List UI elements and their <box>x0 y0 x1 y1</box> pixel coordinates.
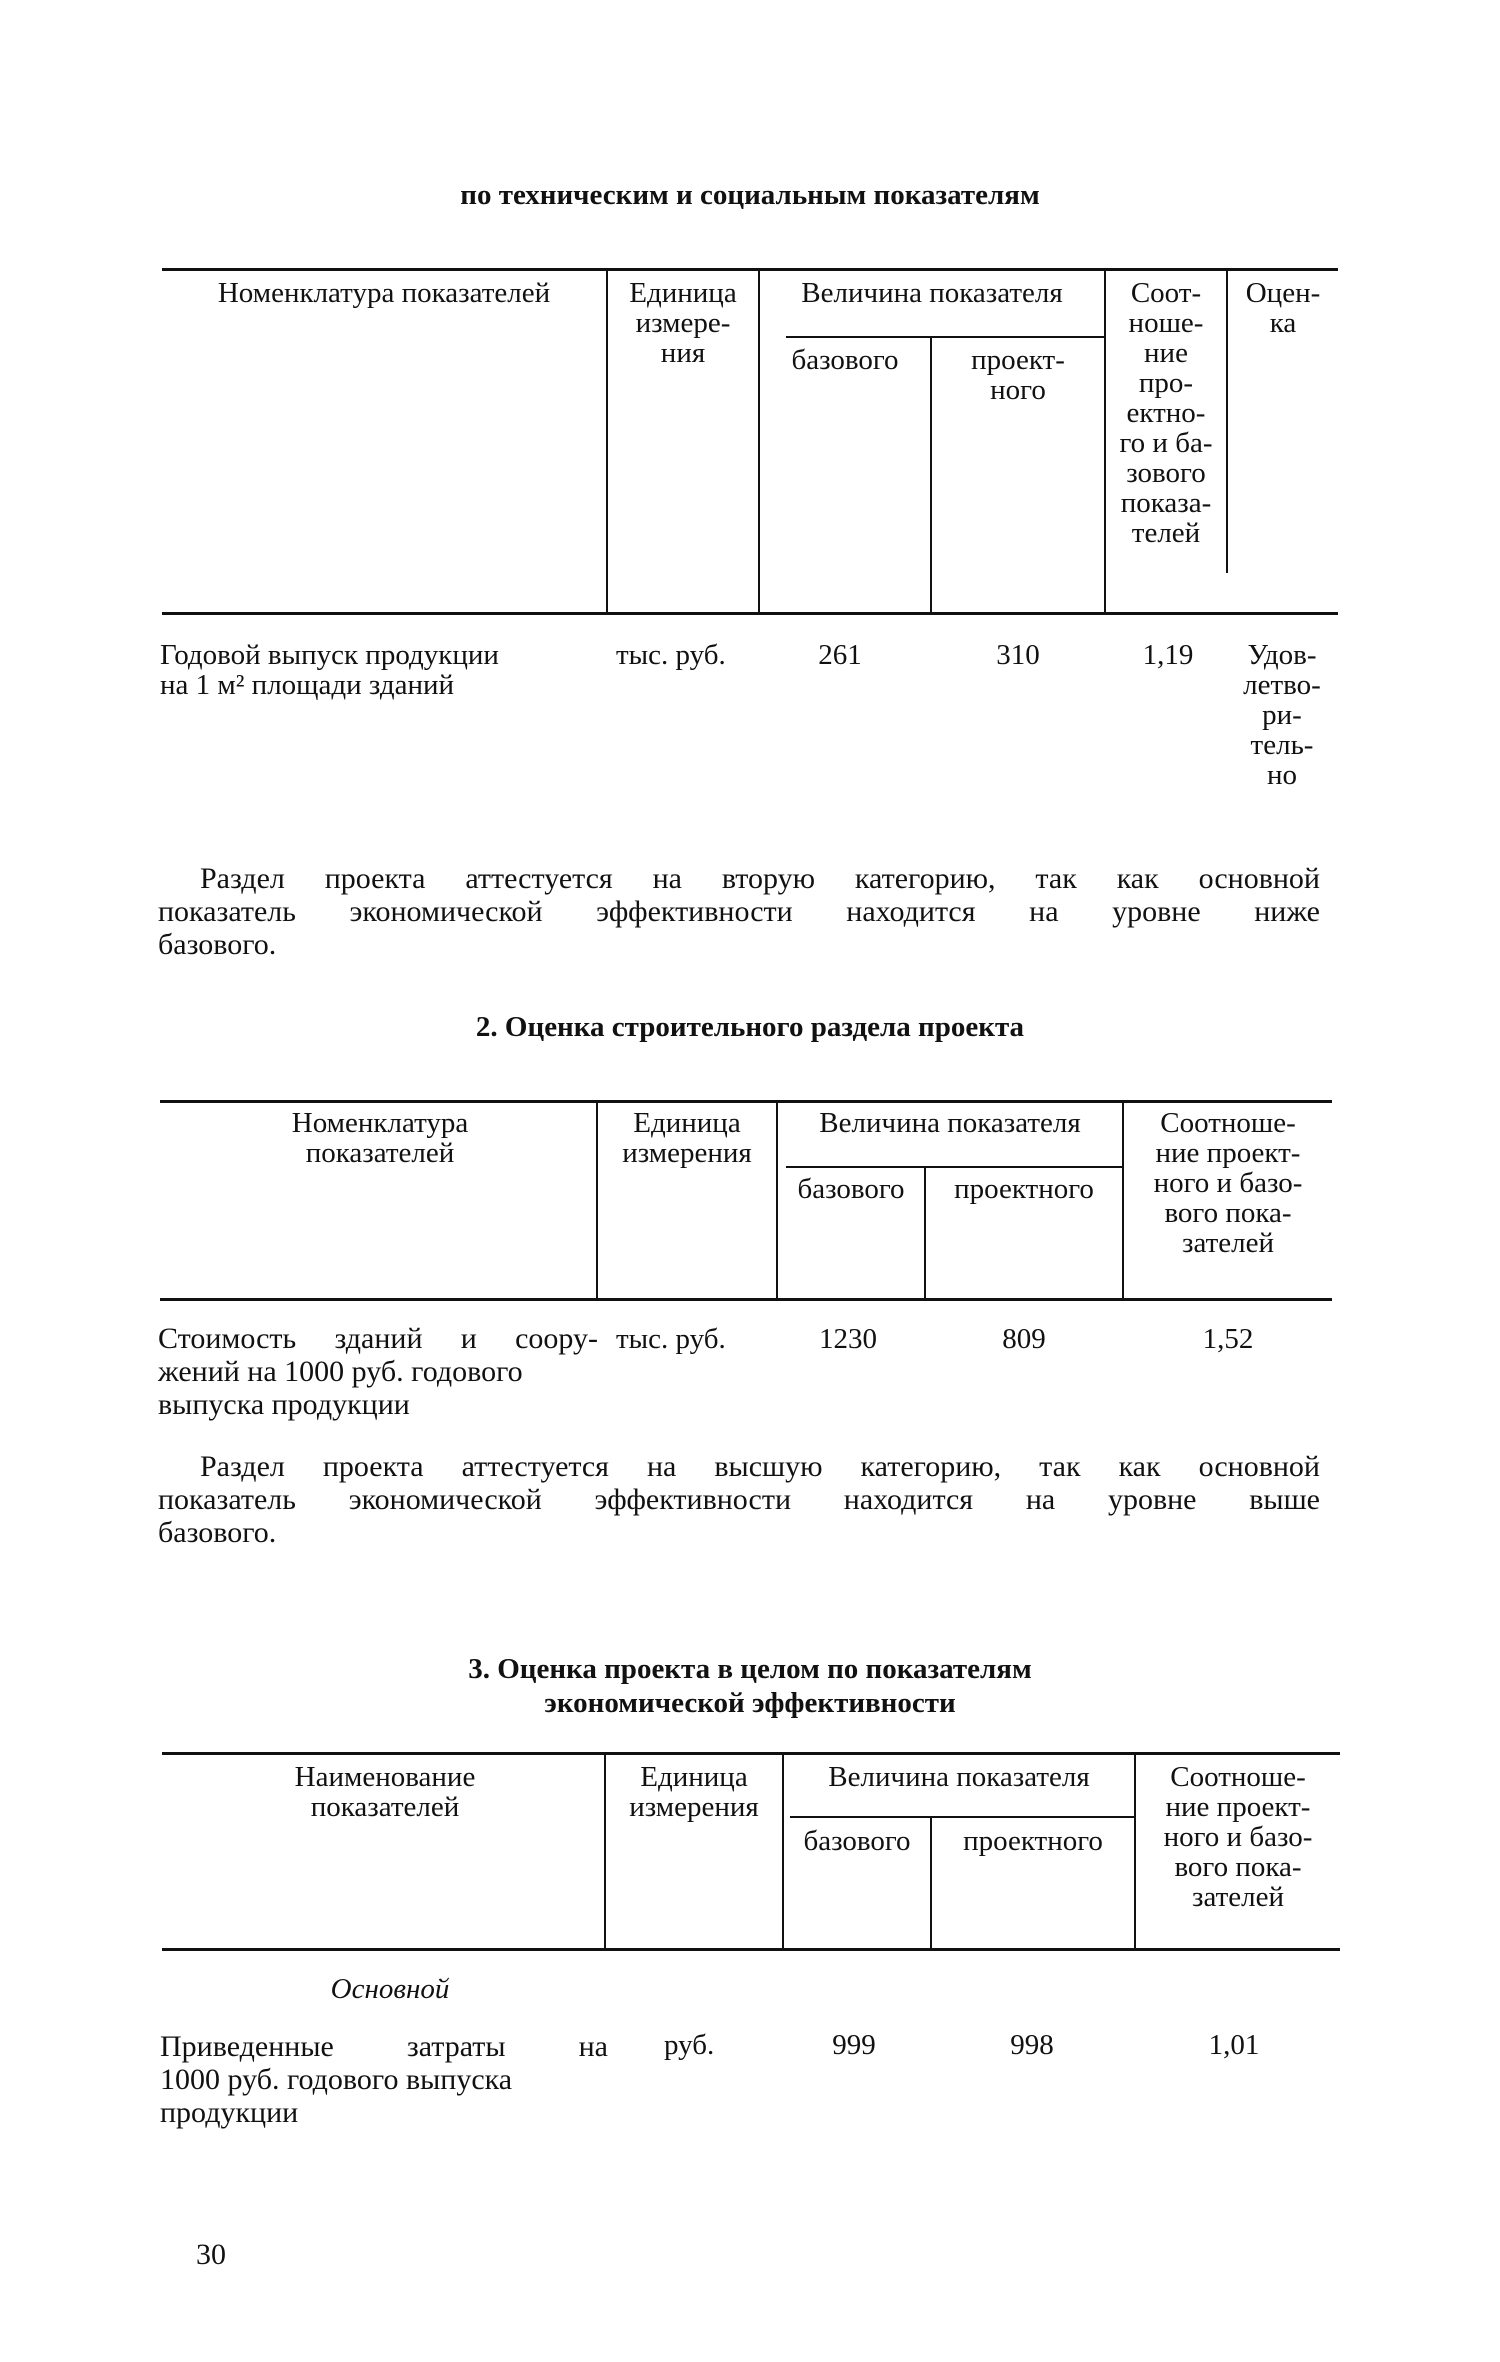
section1-conclusion-line1: Раздел проекта аттестуется на вторую категорию, так как основной <box>200 862 1320 895</box>
table2-header-unit: Единица измерения <box>622 1107 752 1169</box>
table1-row-project: 310 <box>996 639 1040 671</box>
table2-top-rule <box>160 1100 1332 1103</box>
table3-header-ratio: Соотноше- ние проект- ного и базо- вого пока- зателей <box>1163 1761 1313 1913</box>
table2-row-unit: тыс. руб. <box>616 1323 726 1355</box>
table3-row-base: 999 <box>832 2029 876 2061</box>
table1-row-rating: Удов- летво- ри- тель- но <box>1243 639 1321 791</box>
table2-row-ratio: 1,52 <box>1202 1323 1254 1355</box>
table1-header-value: Величина показателя <box>801 277 1063 309</box>
table1-row-name: Годовой выпуск продукции на 1 м² площади зданий <box>160 639 499 701</box>
table2-row-base: 1230 <box>819 1323 877 1355</box>
table2-header-value: Величина показателя <box>819 1107 1081 1139</box>
table3-header-unit: Единица измерения <box>629 1761 759 1823</box>
table3-row-project: 998 <box>1010 2029 1054 2061</box>
table1-header-project: проект- ного <box>971 344 1065 406</box>
table1-row-ratio: 1,19 <box>1142 639 1194 671</box>
table1-header-unit: Единица измере- ния <box>629 277 737 369</box>
table3-row-unit: руб. <box>664 2029 715 2061</box>
table3-subheader-rule <box>790 1816 1134 1818</box>
table1-header-base: базового <box>791 344 899 376</box>
table1-subheader-rule <box>786 336 1104 338</box>
table3-row-ratio: 1,01 <box>1208 2029 1260 2061</box>
table3-row-name-line3: продукции <box>160 2096 299 2129</box>
table2-row-name-line2: жений на 1000 руб. годового <box>158 1355 523 1388</box>
table3-subheading: Основной <box>330 1973 450 2005</box>
table3-top-rule <box>162 1752 1340 1755</box>
section2-conclusion-line2: показатель экономической эффективности находится на уровне выше <box>158 1483 1320 1516</box>
table3-row-name-line2: 1000 руб. годового выпуска <box>160 2063 513 2096</box>
section2-title: 2. Оценка строительного раздела проекта <box>475 1011 1025 1043</box>
section1-title: по техническим и социальным показателям <box>460 179 1040 211</box>
page-number: 30 <box>196 2238 226 2271</box>
table1-header-nomenclature: Номенклатура показателей <box>217 277 551 309</box>
table2-row-project: 809 <box>1002 1323 1046 1355</box>
table2-header-nomenclature: Номенклатура показателей <box>291 1107 469 1169</box>
table3-header-base: базового <box>803 1825 911 1857</box>
section1-conclusion-line2: показатель экономической эффективности находится на уровне ниже <box>158 895 1320 928</box>
table1-header-rating: Оцен- ка <box>1245 277 1321 339</box>
table2-header-bottom-rule <box>160 1298 1332 1301</box>
section2-conclusion-line1: Раздел проекта аттестуется на высшую категорию, так как основной <box>200 1450 1320 1483</box>
table3-header-value: Величина показателя <box>828 1761 1090 1793</box>
table2-row-name-line1: Стоимость зданий и соору- <box>158 1322 598 1355</box>
table3-header-bottom-rule <box>162 1948 1340 1951</box>
table1-top-rule <box>162 268 1338 271</box>
table2-header-ratio: Соотноше- ние проект- ного и базо- вого пока- зателей <box>1153 1107 1303 1259</box>
table3-header-name: Наименование показателей <box>294 1761 476 1823</box>
table1-row-unit: тыс. руб. <box>616 639 726 671</box>
table2-header-base: базового <box>797 1173 905 1205</box>
table1-header-bottom-rule <box>162 612 1338 615</box>
table2-subheader-rule <box>786 1166 1122 1168</box>
table1-header-ratio: Соот- ноше- ние про- ектно- го и ба- зового показа- телей <box>1119 277 1213 549</box>
table1-divider <box>758 270 760 613</box>
section1-conclusion-line3: базового. <box>158 928 277 961</box>
table2-header-project: проектного <box>954 1173 1094 1205</box>
table3-row-name-line1: Приведенные затраты на <box>160 2030 608 2063</box>
section2-conclusion-line3: базового. <box>158 1516 277 1549</box>
table1-row-base: 261 <box>818 639 862 671</box>
section3-title: 3. Оценка проекта в целом по показателям экономической эффективности <box>468 1653 1032 1719</box>
table3-header-project: проектного <box>963 1825 1103 1857</box>
table2-row-name-line3: выпуска продукции <box>158 1388 410 1421</box>
